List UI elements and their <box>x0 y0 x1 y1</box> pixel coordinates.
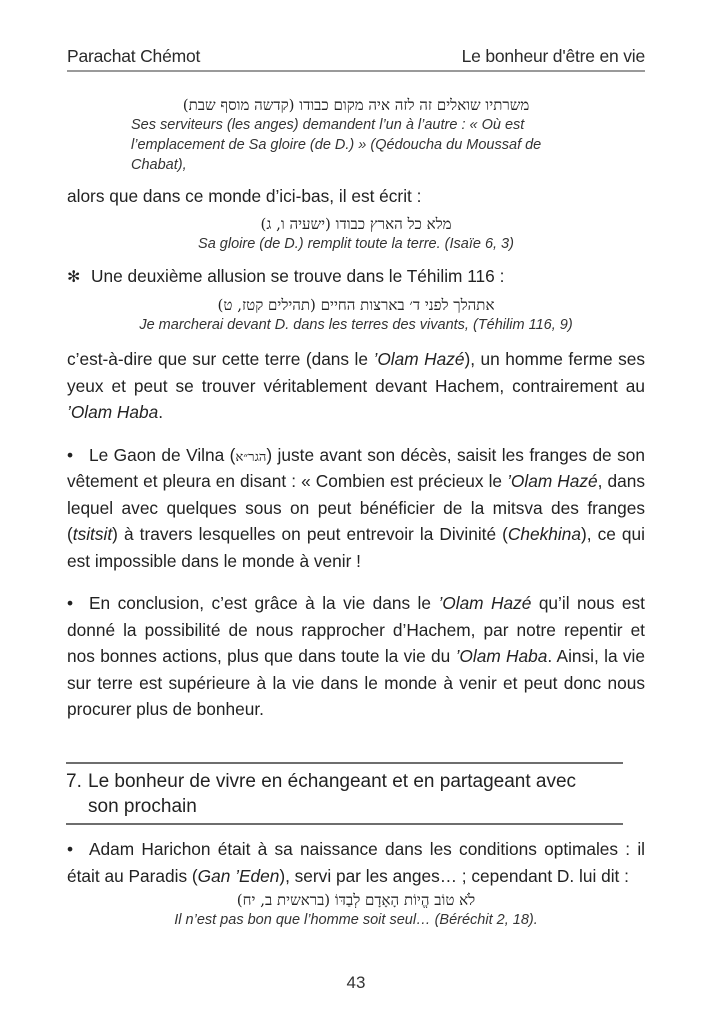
quote-translation: Je marcherai devant D. dans les terres des vivants, (Téhilim 116, 9) <box>139 317 573 333</box>
quote-isaie <box>67 214 645 254</box>
header-section-title: Le bonheur d'être en vie <box>461 46 645 66</box>
asterisk-icon: ✻ <box>67 268 81 286</box>
header-chapter-title: Parachat Chémot <box>67 46 201 66</box>
paragraph-conclusion: • En conclusion, c’est grâce à la vie dans le ’Olam Hazé qu’il nous est donné la possibilité de nous rapprocher d’Hachem, par notre repentir et nos bonnes actions, plus que dans toute la vie du ’Olam Haba. Ainsi, la vie sur terre est supérieure à la vie dans le monde à venir et peut donc nous procurer plus de bonheur. <box>67 590 645 723</box>
hebrew-inline: הגר״א <box>235 449 267 465</box>
running-header <box>67 44 645 72</box>
bullet-icon: • <box>67 839 74 859</box>
paragraph: alors que dans ce monde d’ici-bas, il est écrit : <box>67 186 422 206</box>
hebrew-quote: משרתיו שואלים זה לזה איה מקום כבודו (קדשה מוסף שבת) <box>182 96 530 114</box>
paragraph-gaon-vilna: • Le Gaon de Vilna (הגר״א) juste avant son décès, saisit les franges de son vêtement et pleura en disant : « Combien est précieux le ’Olam Hazé, dans lequel avec quelques sous on peut bénéficier de la mitsva des franges (tsitsit) à travers lesquelles on peut entrevoir la Divinité (Chekhina), ce qui est impossible dans le monde à venir ! <box>67 442 645 575</box>
page-body <box>67 94 645 723</box>
section-heading <box>66 762 623 825</box>
bullet-icon: • <box>67 593 74 613</box>
quote-translation: Ses serviteurs (les anges) demandent l’un à l’autre : « Où est l’emplacement de Sa gloire (de D.) » (Qédoucha du Moussaf de Chabat), <box>131 117 542 173</box>
paragraph-adam: • Adam Harichon était à sa naissance dans les conditions optimales : il était au Paradis (Gan ’Eden), servi par les anges… ; cependant D. lui dit : <box>67 836 645 889</box>
quote-berechit <box>67 890 645 930</box>
quote-tehilim <box>67 295 645 335</box>
hebrew-quote: מלא כל הארץ כבודו (ישעיה ו, ג) <box>260 214 452 233</box>
section-number: 7. <box>66 771 82 792</box>
section-title-line1: Le bonheur de vivre en échangeant et en partageant avec <box>88 771 577 792</box>
quote-translation: Il n’est pas bon que l’homme soit seul… (Béréchit 2, 18). <box>174 912 538 928</box>
paragraph: c’est-à-dire que sur cette terre (dans le ’Olam Hazé), un homme ferme ses yeux et peut se trouver véritablement devant Hachem, contrairement au ’Olam Haba. <box>67 349 645 422</box>
page-body-section7 <box>67 836 645 930</box>
bullet-icon: • <box>67 444 74 465</box>
hebrew-quote: אתהלך לפני ד׳ בארצות החיים (תהילים קטז, ט) <box>217 296 495 314</box>
page-number: 43 <box>346 973 366 992</box>
quote-translation: Sa gloire (de D.) remplit toute la terre. (Isaïe 6, 3) <box>198 235 514 252</box>
section-title-line2: son prochain <box>88 796 197 817</box>
paragraph-allusion: ✻ Une deuxième allusion se trouve dans le Téhilim 116 : <box>67 263 645 292</box>
quote-kedoucha <box>67 95 645 175</box>
hebrew-quote: לֹא טוֹב הֱיוֹת הָאָדָם לְבַדּוֹ (בראשית ב, יח) <box>236 891 476 909</box>
